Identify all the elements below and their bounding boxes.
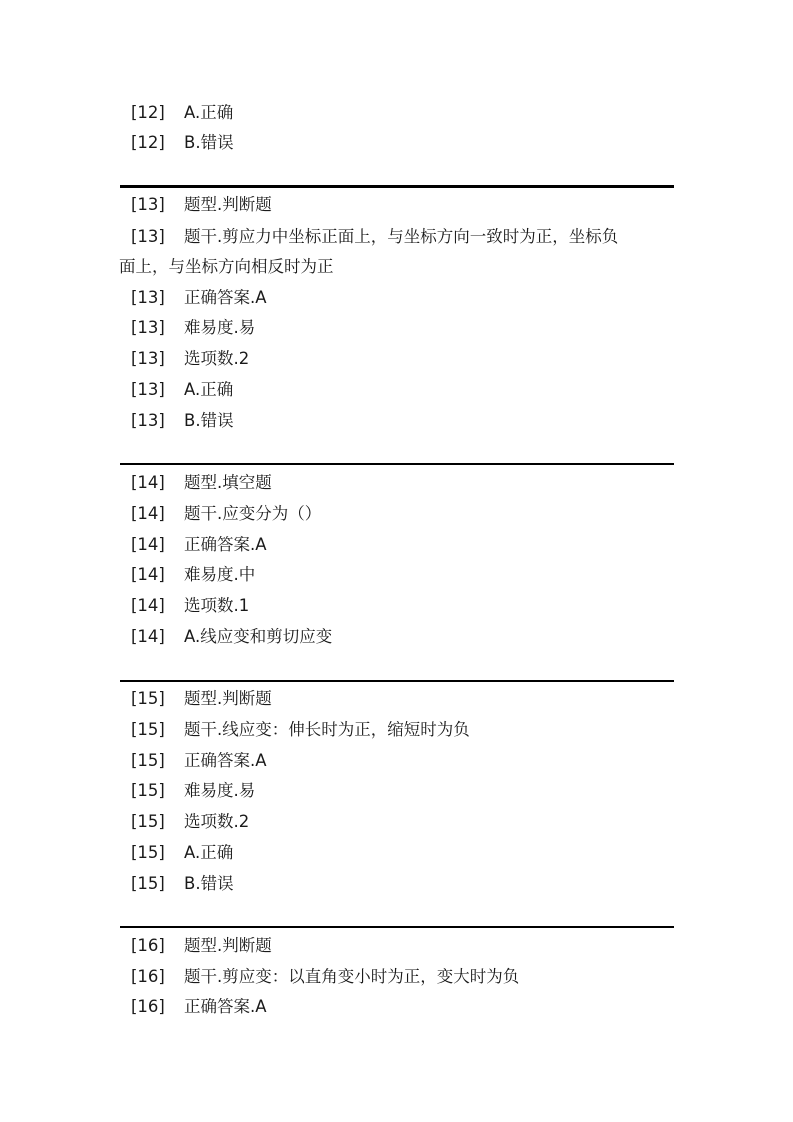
question-tag: [13] (131, 411, 165, 430)
section-divider (120, 680, 674, 682)
question-tag: [14] (131, 596, 165, 615)
line-text: 正确答案.A (184, 535, 267, 554)
line-text: A.线应变和剪切应变 (184, 627, 333, 646)
line-text: 题干.应变分为（） (184, 504, 322, 523)
line-text: 题型.填空题 (184, 473, 272, 492)
line-text: 题干.线应变：伸长时为正，缩短时为负 (184, 720, 470, 739)
question-tag: [12] (131, 103, 165, 122)
line-text: 选项数.1 (184, 596, 250, 615)
line-text: 正确答案.A (184, 751, 267, 770)
question-tag: [12] (131, 133, 165, 152)
line-text: 题干.剪应变：以直角变小时为正，变大时为负 (184, 967, 520, 986)
question-tag: [15] (131, 812, 165, 831)
line-text: 难易度.中 (184, 565, 256, 584)
question-tag: [13] (131, 227, 165, 246)
line-text: 正确答案.A (184, 997, 267, 1016)
line-13-stem-continued (119, 255, 679, 279)
question-tag: [16] (131, 997, 165, 1016)
line-text: A.正确 (184, 843, 234, 862)
line-text: B.错误 (184, 133, 234, 152)
question-tag: [16] (131, 936, 165, 955)
question-tag: [15] (131, 720, 165, 739)
question-tag: [15] (131, 751, 165, 770)
line-text: 难易度.易 (184, 318, 256, 337)
question-tag: [15] (131, 874, 165, 893)
question-tag: [15] (131, 843, 165, 862)
question-tag: [16] (131, 967, 165, 986)
question-tag: [14] (131, 535, 165, 554)
question-tag: [13] (131, 288, 165, 307)
line-text: 选项数.2 (184, 812, 250, 831)
question-tag: [13] (131, 349, 165, 368)
question-tag: [13] (131, 195, 165, 214)
question-tag: [14] (131, 504, 165, 523)
section-divider (120, 185, 674, 188)
line-text: 题型.判断题 (184, 936, 272, 955)
question-tag: [15] (131, 781, 165, 800)
section-divider (120, 926, 674, 928)
line-text: A.正确 (184, 380, 234, 399)
question-tag: [13] (131, 318, 165, 337)
line-text: 题型.判断题 (184, 689, 272, 708)
question-tag: [14] (131, 565, 165, 584)
line-text: 题干.剪应力中坐标正面上，与坐标方向一致时为正，坐标负 (184, 227, 619, 246)
line-text: 难易度.易 (184, 781, 256, 800)
question-tag: [14] (131, 627, 165, 646)
line-text: 面上，与坐标方向相反时为正 (119, 257, 334, 276)
line-text: 题型.判断题 (184, 195, 272, 214)
question-tag: [13] (131, 380, 165, 399)
question-tag: [15] (131, 689, 165, 708)
line-text: 选项数.2 (184, 349, 250, 368)
line-text: A.正确 (184, 103, 234, 122)
line-text: B.错误 (184, 874, 234, 893)
line-text: B.错误 (184, 411, 234, 430)
question-tag: [14] (131, 473, 165, 492)
line-text: 正确答案.A (184, 288, 267, 307)
section-divider (120, 463, 674, 465)
